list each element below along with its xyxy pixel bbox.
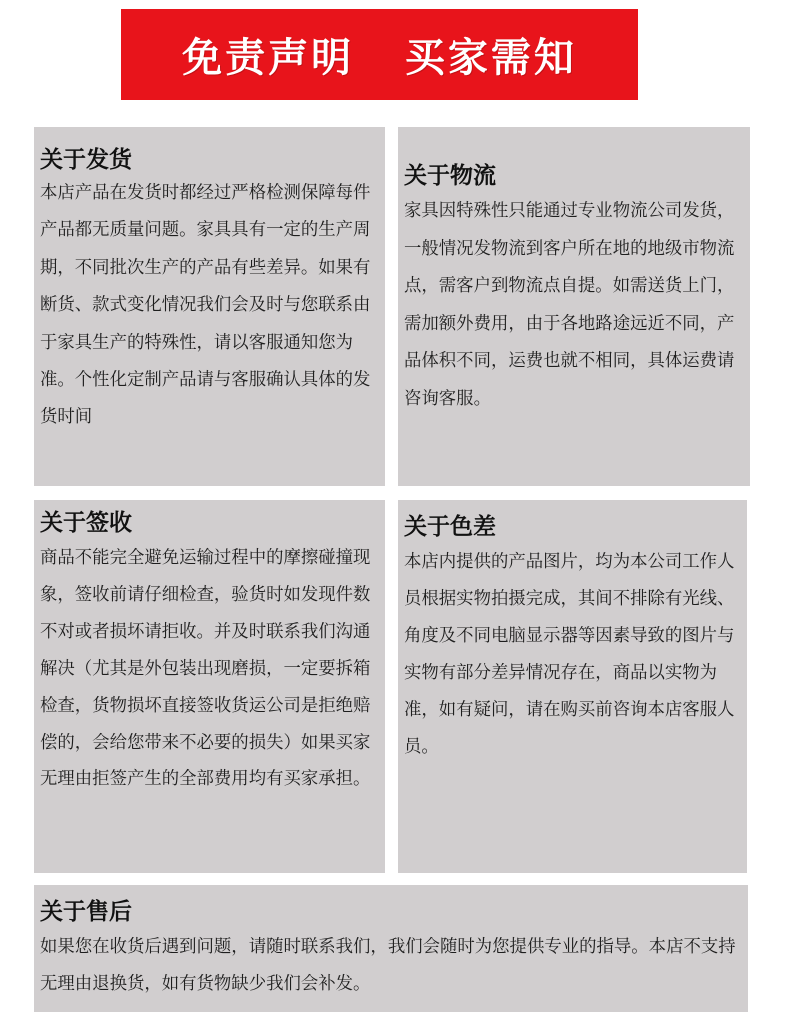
disclaimer-banner [121, 9, 638, 100]
color-difference-body: 本店内提供的产品图片，均为本公司工作人员根据实物拍摄完成，其间不排除有光线、角度及不同电脑显示器等因素导致的图片与实物有部分差异情况存在，商品以实物为准，如有疑问，请在购买前咨询本店客服人员。 [404, 552, 735, 757]
color-difference-section [398, 500, 747, 873]
receipt-section [34, 500, 385, 873]
after-sales-heading: 关于售后 [40, 899, 132, 925]
shipping-section [34, 127, 385, 486]
shipping-body: 本店产品在发货时都经过严格检测保障每件产品都无质量问题。家具具有一定的生产周期，不同批次生产的产品有些差异。如果有断货、款式变化情况我们会及时与您联系由于家具生产的特殊性，请以客服通知您为准。个性化定制产品请与客服确认具体的发货时间 [40, 183, 371, 428]
color-difference-heading: 关于色差 [404, 514, 496, 540]
logistics-heading: 关于物流 [404, 163, 496, 189]
receipt-body: 商品不能完全避免运输过程中的摩擦碰撞现象，签收前请仔细检查，验货时如发现件数不对或者损坏请拒收。并及时联系我们沟通解决（尤其是外包装出现磨损，一定要拆箱检查，货物损坏直接签收货运公司是拒绝赔偿的，会给您带来不必要的损失）如果买家无理由拒签产生的全部费用均有买家承担。 [40, 548, 371, 790]
logistics-section [398, 127, 750, 486]
logistics-body: 家具因特殊性只能通过专业物流公司发货，一般情况发物流到客户所在地的地级市物流点，需客户到物流点自提。如需送货上门，需加额外费用，由于各地路途远近不同，产品体积不同，运费也就不相同，具体运费请咨询客服。 [404, 201, 735, 409]
banner-title: 免责声明 买家需知 [182, 35, 577, 81]
shipping-heading: 关于发货 [40, 147, 132, 173]
after-sales-section [34, 885, 748, 1012]
after-sales-body: 如果您在收货后遇到问题，请随时联系我们，我们会随时为您提供专业的指导。本店不支持无理由退换货，如有货物缺少我们会补发。 [40, 937, 736, 994]
receipt-heading: 关于签收 [40, 510, 132, 536]
